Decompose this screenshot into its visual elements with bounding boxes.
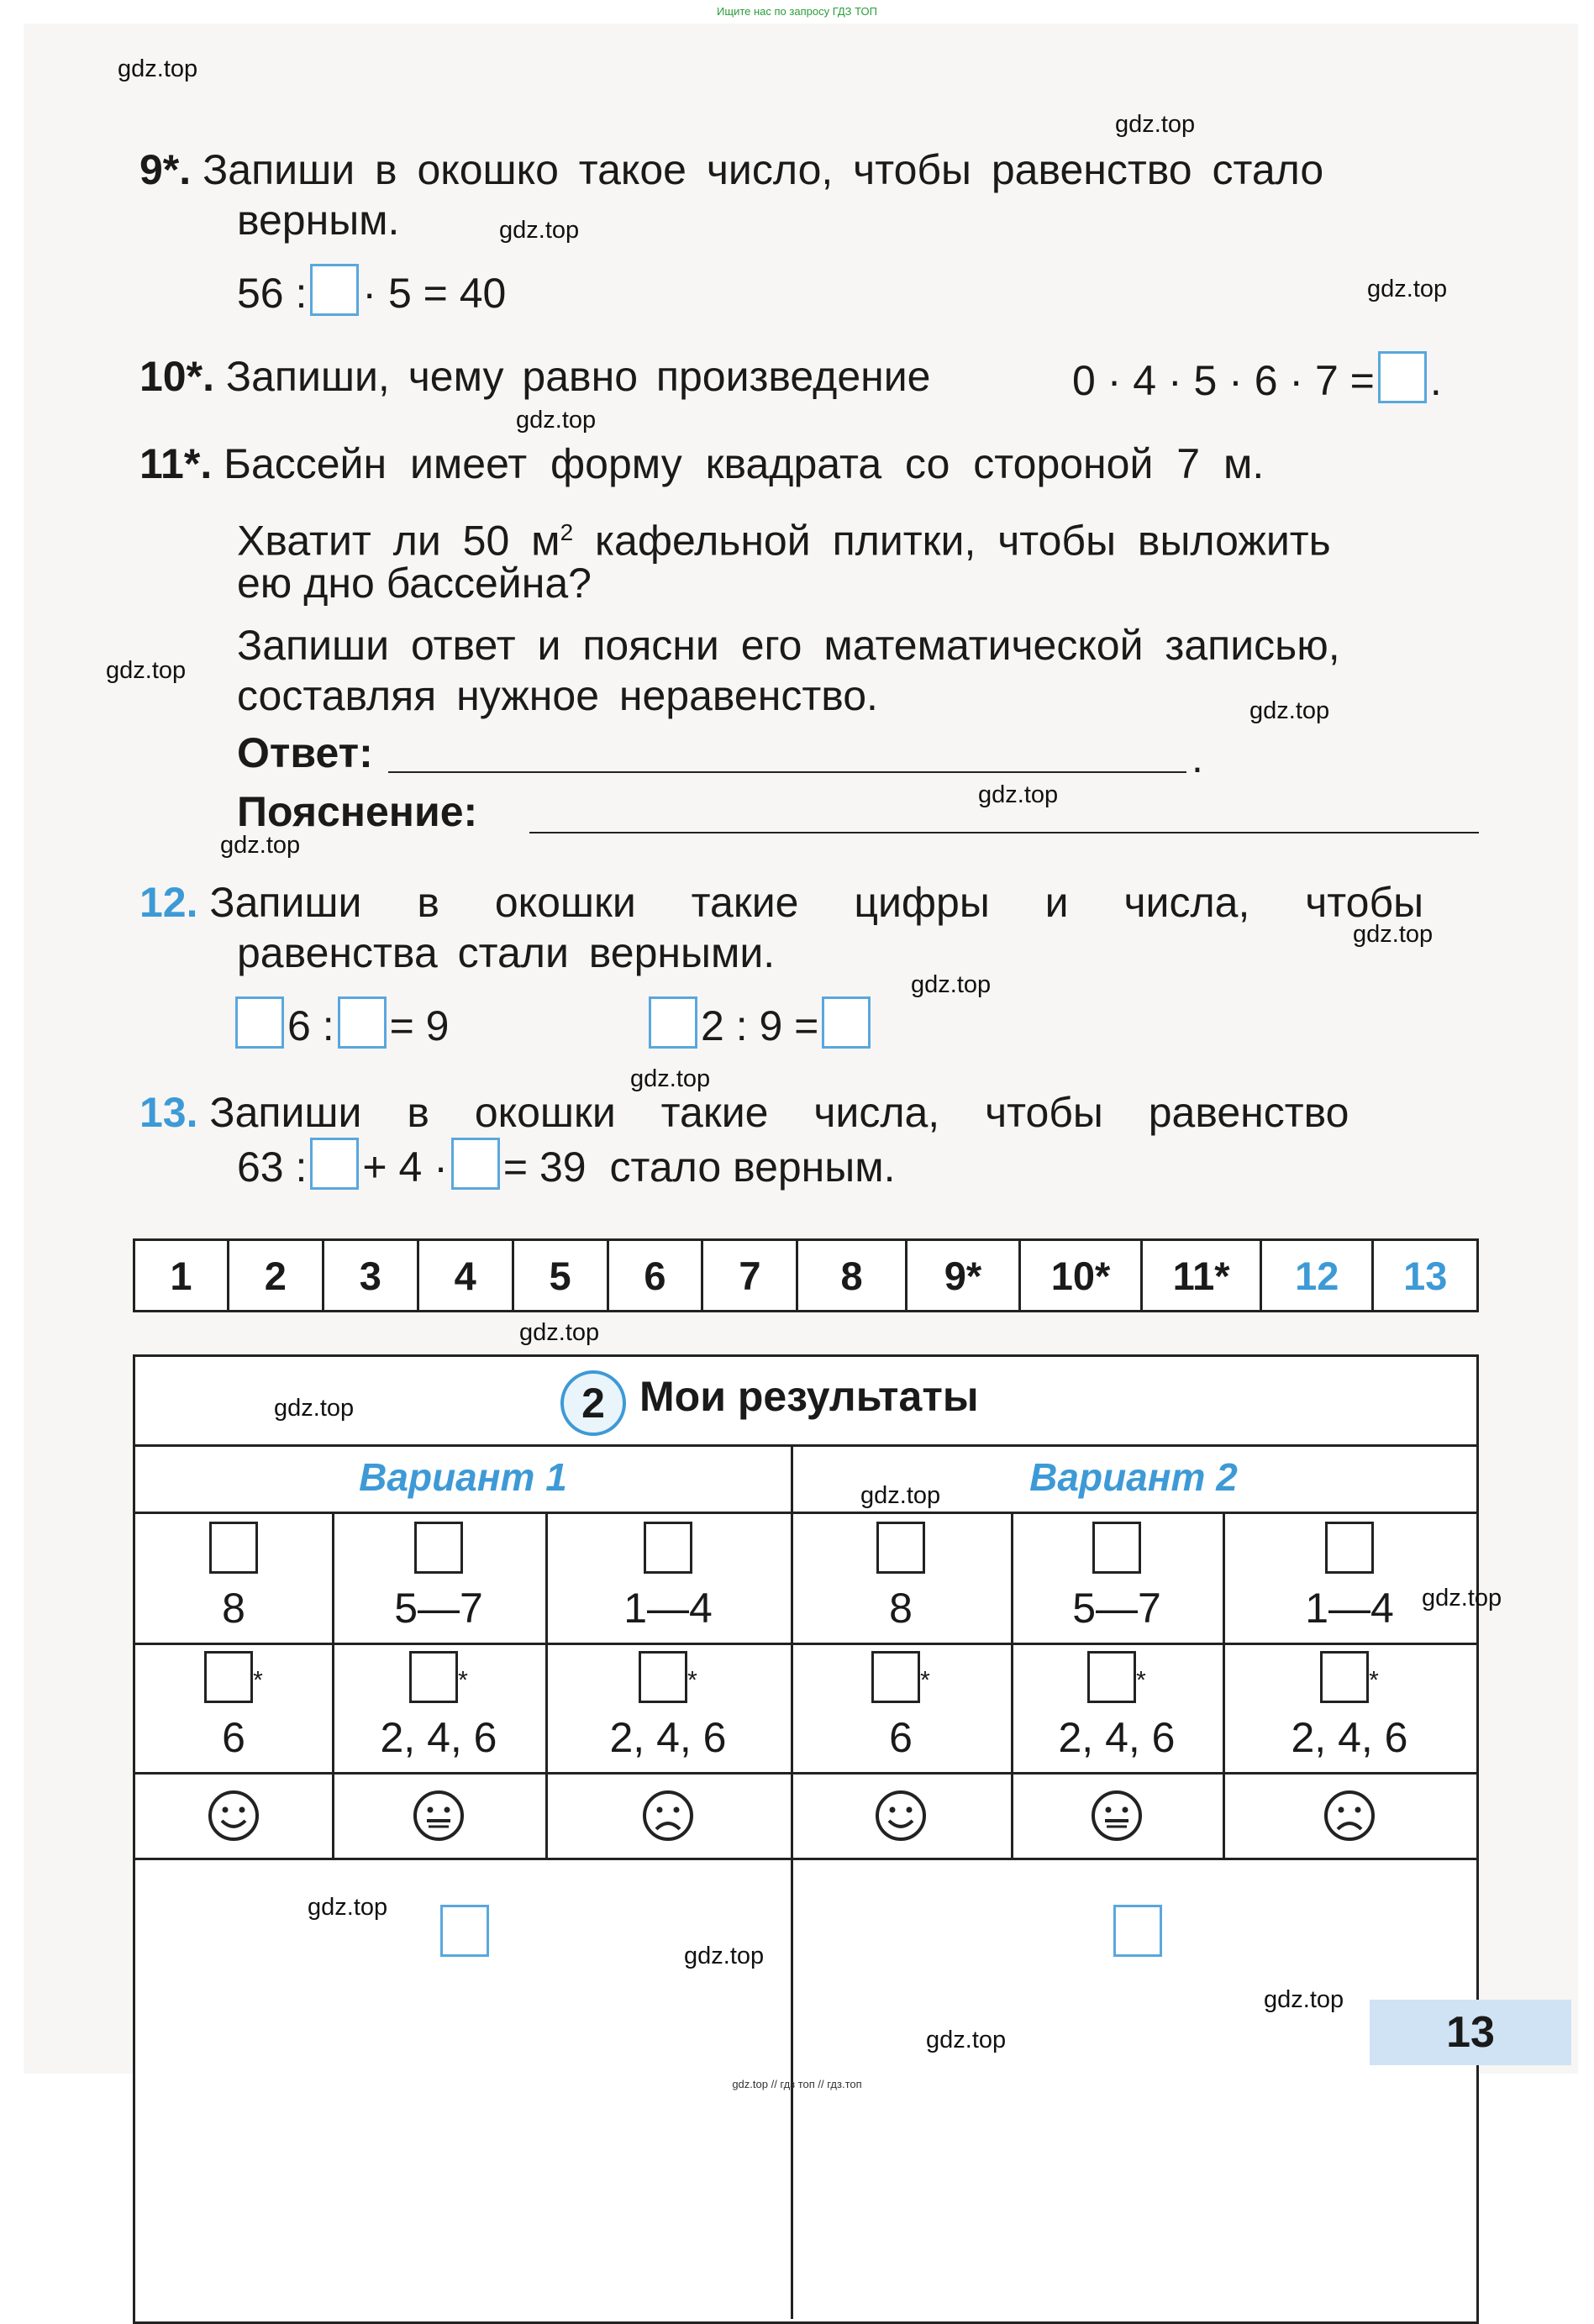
task13-eq-b: + 4 · — [362, 1144, 448, 1191]
bottom-note: gdz.top // гдз топ // гдз.топ — [732, 2078, 862, 2090]
watermark: gdz.top — [1422, 1585, 1502, 1612]
task9-eq-part1: 56 : — [237, 270, 308, 317]
result-cell — [545, 1651, 791, 1762]
answer-box[interactable] — [1378, 351, 1427, 403]
divider — [135, 1643, 1476, 1645]
task11 — [139, 439, 1264, 489]
watermark: gdz.top — [911, 971, 992, 998]
checkbox[interactable] — [876, 1522, 925, 1574]
result-range: 1—4 — [1305, 1585, 1394, 1632]
task11-text-1: Бассейн имеет форму квадрата со стороной 7 м. — [224, 440, 1265, 487]
task11-text-4: Запиши ответ и поясни его математической записью, — [237, 622, 1340, 669]
sad-face-icon[interactable] — [641, 1789, 695, 1843]
checkbox[interactable] — [1087, 1651, 1136, 1703]
watermark: gdz.top — [118, 55, 198, 82]
result-range: 6 — [889, 1714, 913, 1761]
task9 — [139, 145, 1323, 195]
answer-label: Ответ: — [237, 729, 373, 776]
task9-text: Запиши в окошко такое число, чтобы равенство стало — [203, 146, 1324, 193]
checkbox[interactable] — [1092, 1522, 1141, 1574]
variant-1-header: Вариант 1 — [359, 1455, 567, 1499]
task10-equation — [1072, 351, 1442, 406]
result-cell — [791, 1522, 1011, 1633]
result-range: 1—4 — [623, 1585, 713, 1632]
answer-line[interactable] — [388, 771, 1186, 773]
result-range: 2, 4, 6 — [1291, 1714, 1408, 1761]
answer-box[interactable] — [310, 1138, 359, 1190]
answer-box[interactable] — [822, 996, 871, 1049]
mark-cell[interactable]: 3 — [324, 1241, 419, 1310]
task11-number: 11*. — [139, 440, 213, 487]
divider — [135, 1444, 1476, 1447]
watermark: gdz.top — [1115, 111, 1196, 138]
mark-cell[interactable]: 10* — [1021, 1241, 1143, 1310]
task13-equation — [237, 1138, 896, 1192]
sad-face-icon[interactable] — [1323, 1789, 1376, 1843]
mark-cell[interactable]: 9* — [907, 1241, 1021, 1310]
watermark: gdz.top — [220, 832, 301, 859]
task-mark-table — [133, 1238, 1479, 1312]
task12-text-2: равенства стали верными. — [237, 929, 776, 976]
task13 — [139, 1087, 1349, 1138]
checkbox[interactable] — [1325, 1522, 1374, 1574]
task11-text-3: ею дно бассейна? — [237, 560, 592, 607]
checkbox[interactable] — [871, 1651, 920, 1703]
watermark: gdz.top — [499, 217, 580, 244]
superscript: 2 — [560, 519, 574, 545]
result-cell — [135, 1651, 332, 1762]
result-range: 8 — [222, 1585, 245, 1632]
watermark: gdz.top — [1367, 276, 1448, 302]
task12-number: 12. — [139, 879, 198, 926]
task12-eq1-b: = 9 — [389, 1002, 450, 1049]
answer-box[interactable] — [235, 996, 284, 1049]
mark-cell[interactable]: 1 — [135, 1241, 229, 1310]
mark-cell[interactable]: 8 — [798, 1241, 907, 1310]
star-mark: * — [687, 1666, 697, 1695]
mark-cell[interactable]: 7 — [703, 1241, 798, 1310]
explain-line[interactable] — [529, 832, 1479, 833]
checkbox[interactable] — [209, 1522, 258, 1574]
task13-number: 13. — [139, 1089, 198, 1136]
result-cell — [791, 1651, 1011, 1762]
star-mark: * — [1369, 1666, 1379, 1695]
answer-box[interactable] — [310, 264, 359, 316]
watermark: gdz.top — [978, 781, 1059, 808]
task10-end: . — [1429, 357, 1442, 404]
answer-end: . — [1192, 734, 1203, 781]
star-mark: * — [920, 1666, 930, 1695]
task13-eq-a: 63 : — [237, 1144, 308, 1191]
task11-text-5: составляя нужное неравенство. — [237, 672, 878, 719]
result-cell — [332, 1522, 545, 1633]
explain-label: Пояснение: — [237, 788, 478, 835]
task10-number: 10*. — [139, 353, 214, 400]
task12-eq1-a: 6 : — [287, 1002, 334, 1049]
task13-eq-c: = 39 — [502, 1144, 587, 1191]
neutral-face-icon[interactable] — [1090, 1789, 1144, 1843]
task9-eq-part2: · 5 = 40 — [362, 270, 507, 317]
watermark: gdz.top — [926, 2027, 1007, 2053]
answer-box[interactable] — [338, 996, 387, 1049]
watermark: gdz.top — [106, 657, 187, 684]
result-cell — [1223, 1522, 1476, 1633]
results-title: Мои результаты — [639, 1373, 979, 1420]
star-mark: * — [458, 1666, 468, 1695]
watermark: gdz.top — [1264, 1986, 1344, 2013]
task9-equation — [237, 264, 506, 318]
divider — [135, 1772, 1476, 1775]
task9-number: 9*. — [139, 146, 192, 193]
task11-text-2a: Хватит ли 50 м — [237, 517, 560, 565]
answer-box[interactable] — [451, 1138, 500, 1190]
top-note: Ищите нас по запросу ГДЗ ТОП — [717, 5, 877, 18]
checkbox[interactable] — [1320, 1651, 1369, 1703]
checkbox[interactable] — [204, 1651, 253, 1703]
mark-cell[interactable]: 11* — [1143, 1241, 1262, 1310]
checkbox[interactable] — [414, 1522, 463, 1574]
result-range: 5—7 — [1072, 1585, 1161, 1632]
watermark: gdz.top — [516, 407, 597, 434]
task12-eq1 — [232, 996, 450, 1051]
neutral-face-icon[interactable] — [412, 1789, 466, 1843]
happy-face-icon[interactable] — [207, 1789, 260, 1843]
task13-text: Запиши в окошки такие числа, чтобы равенство — [209, 1089, 1349, 1136]
divider — [135, 1858, 1476, 1860]
answer-box[interactable] — [1113, 1905, 1162, 1957]
watermark: gdz.top — [519, 1319, 600, 1346]
result-range: 8 — [889, 1585, 913, 1632]
answer-box[interactable] — [649, 996, 697, 1049]
task10 — [139, 351, 930, 402]
watermark: gdz.top — [684, 1943, 765, 1969]
result-cell — [1223, 1651, 1476, 1762]
checkbox[interactable] — [639, 1651, 687, 1703]
star-mark: * — [253, 1666, 263, 1695]
page-number: 13 — [1370, 2000, 1571, 2065]
star-mark: * — [1136, 1666, 1146, 1695]
watermark: gdz.top — [630, 1065, 711, 1092]
happy-face-icon[interactable] — [874, 1789, 928, 1843]
result-cell — [1011, 1522, 1223, 1633]
task10-eq: 0 · 4 · 5 · 6 · 7 = — [1072, 357, 1375, 404]
mark-cell[interactable]: 5 — [514, 1241, 609, 1310]
variant-2-header: Вариант 2 — [1029, 1455, 1238, 1499]
result-range: 2, 4, 6 — [1058, 1714, 1176, 1761]
result-range: 2, 4, 6 — [380, 1714, 497, 1761]
watermark: gdz.top — [1353, 921, 1434, 948]
task12-eq2-a: 2 : 9 = — [701, 1002, 819, 1049]
mark-cell[interactable]: 12 — [1262, 1241, 1374, 1310]
results-table — [133, 1354, 1479, 2324]
mark-cell[interactable]: 13 — [1403, 1253, 1448, 1298]
watermark: gdz.top — [1249, 697, 1330, 724]
section-number-badge: 2 — [560, 1370, 626, 1436]
result-cell — [1011, 1651, 1223, 1762]
mark-cell[interactable]: 6 — [609, 1241, 704, 1310]
task9-text-2: верным. — [237, 197, 400, 244]
task10-text: Запиши, чему равно произведение — [225, 353, 931, 400]
task12-text-1: Запиши в окошки такие цифры и числа, чтобы — [209, 879, 1424, 926]
result-cell — [545, 1522, 791, 1633]
answer-box[interactable] — [440, 1905, 489, 1957]
divider — [135, 1512, 1476, 1514]
result-cell — [332, 1651, 545, 1762]
task11-text-2b: кафельной плитки, чтобы выложить — [573, 517, 1331, 565]
result-range: 6 — [222, 1714, 245, 1761]
mark-cell[interactable]: 2 — [229, 1241, 324, 1310]
watermark: gdz.top — [274, 1395, 355, 1422]
task13-eq-end: стало верным. — [609, 1144, 896, 1191]
mark-cell[interactable]: 4 — [419, 1241, 514, 1310]
watermark: gdz.top — [308, 1894, 388, 1921]
result-range: 2, 4, 6 — [609, 1714, 727, 1761]
result-cell — [135, 1522, 332, 1633]
task12-eq2 — [645, 996, 874, 1051]
checkbox[interactable] — [644, 1522, 692, 1574]
result-range: 5—7 — [394, 1585, 483, 1632]
watermark: gdz.top — [860, 1482, 941, 1509]
checkbox[interactable] — [409, 1651, 458, 1703]
task12 — [139, 877, 1423, 928]
